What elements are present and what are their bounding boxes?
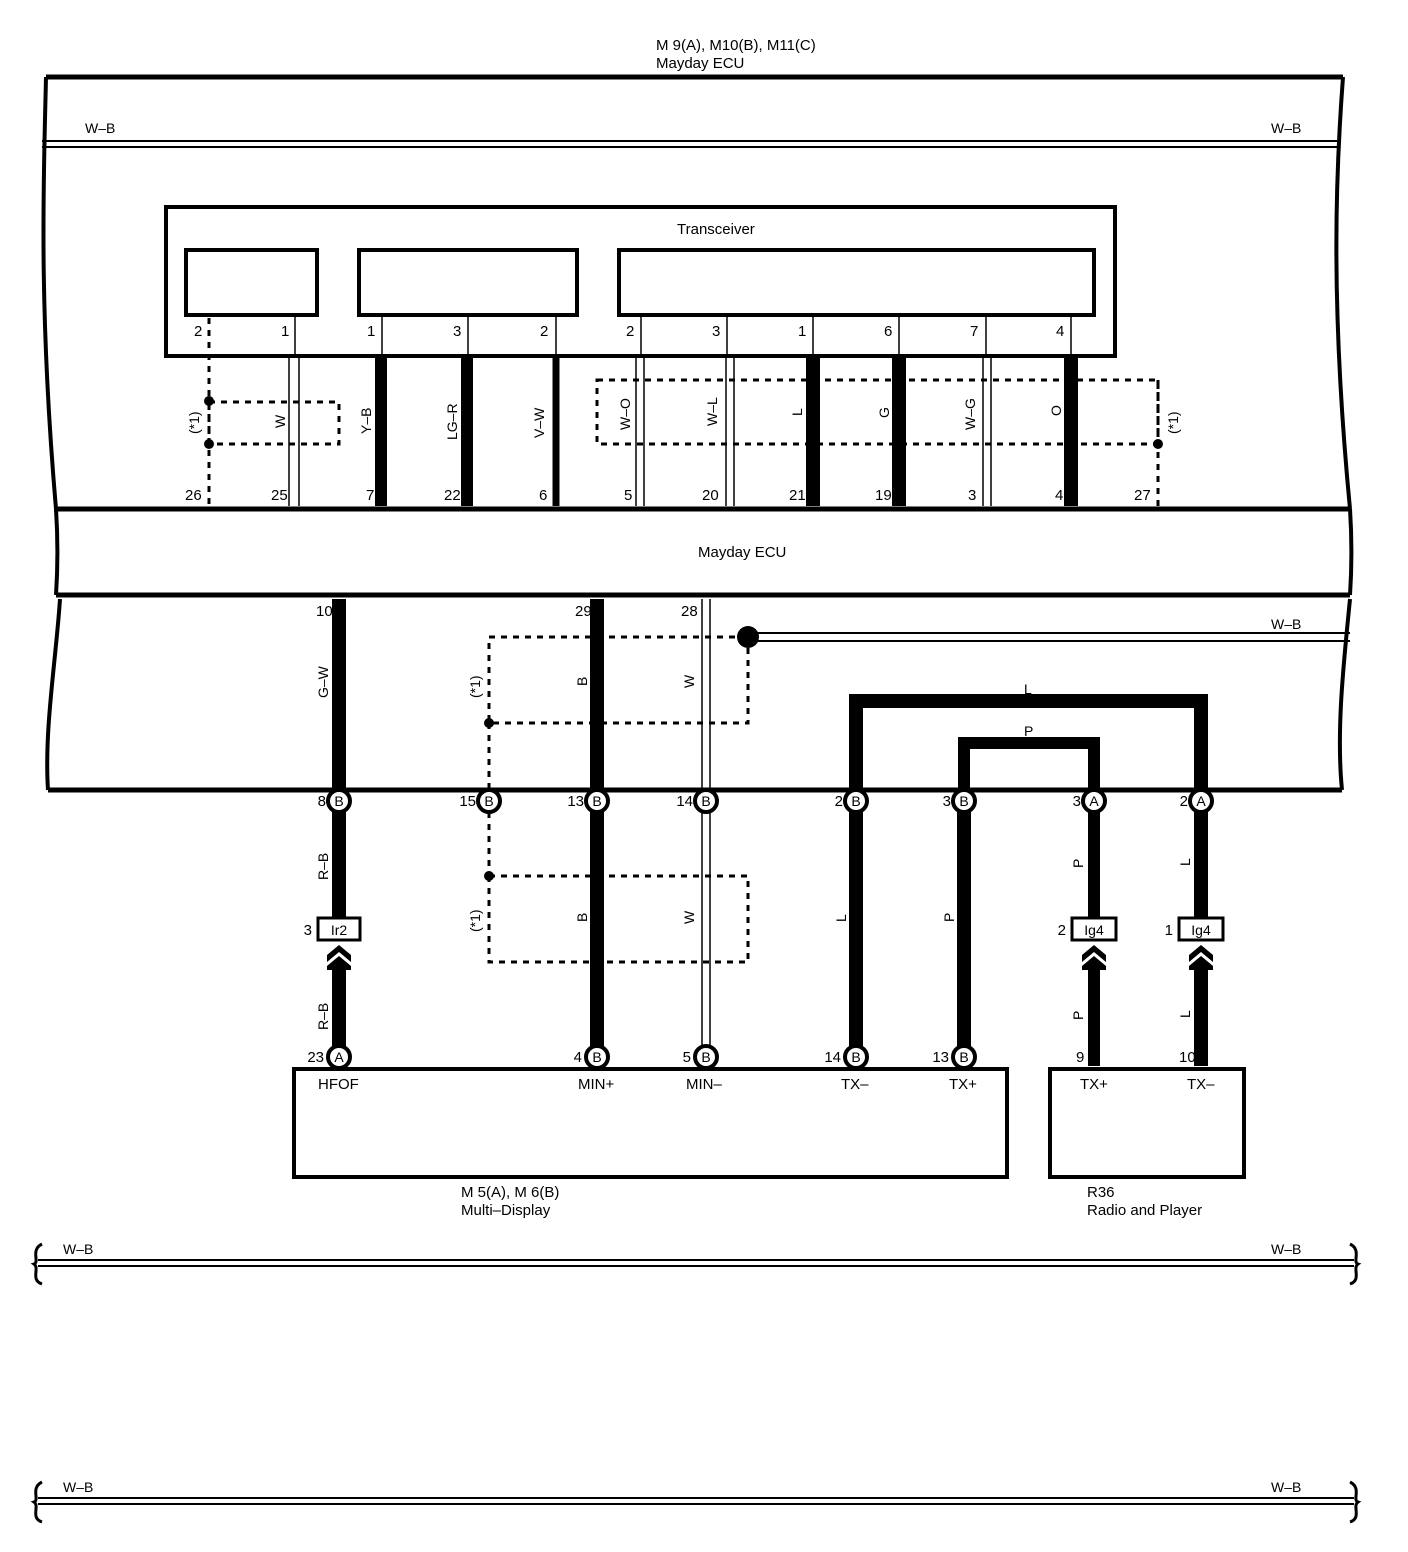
wire-color-label: L: [833, 914, 849, 922]
ground-bus-1: [34, 1244, 1358, 1284]
ecu-outline: [43, 77, 1351, 790]
wire-color-label: LG–R: [444, 403, 460, 440]
terminal-label: HFOF: [318, 1076, 359, 1093]
ground-label-middle: W–B: [1271, 616, 1302, 632]
ecu-pin: 3: [968, 487, 977, 504]
ecu-pin: 22: [444, 487, 461, 504]
wire-color-label: Y–B: [358, 407, 374, 434]
wire-color-label: W–O: [617, 398, 633, 430]
terminal-label: TX+: [949, 1076, 977, 1093]
shield-note: (*1): [467, 909, 483, 932]
transceiver-pin: 2: [626, 323, 635, 340]
wire-color-label: W–L: [704, 397, 720, 426]
ecu-pin: 26: [185, 487, 202, 504]
connector-letter: B: [484, 793, 494, 809]
shield-dots-upper: [204, 396, 1163, 449]
wire-color-label: R–B: [315, 852, 331, 880]
connector-circle: [845, 790, 867, 812]
multi-display-codes: M 5(A), M 6(B): [461, 1184, 560, 1201]
transceiver-pin: 6: [884, 323, 893, 340]
transceiver-pin: 7: [970, 323, 979, 340]
harness-wire-labels: [315, 853, 1193, 1030]
transceiver-pin: 2: [194, 323, 203, 340]
terminal-label: MIN–: [686, 1076, 722, 1093]
wire-color-label: V–W: [531, 407, 547, 438]
transceiver-pin: 4: [1056, 323, 1065, 340]
radio-pin: 9: [1076, 1049, 1085, 1066]
multi-display-name: Multi–Display: [461, 1202, 551, 1219]
junction-pin: 1: [1164, 922, 1173, 939]
ecu-connectors: [318, 790, 1212, 812]
wire-color-label: B: [574, 912, 590, 922]
transceiver-pin: 1: [281, 323, 290, 340]
connector-circle: [1190, 790, 1212, 812]
connector-pin: 14: [824, 1049, 841, 1066]
wire-color-label: L: [1024, 681, 1032, 697]
ecu-middle-label: Mayday ECU: [698, 544, 787, 561]
connector-circle: [1083, 790, 1105, 812]
wire-color-label: P: [1070, 1010, 1086, 1020]
connector-pin: 13: [567, 793, 584, 810]
transceiver-wires: [209, 318, 1158, 506]
ecu-pin: 6: [539, 487, 548, 504]
bus-label-right: W–B: [1271, 1241, 1302, 1257]
connector-letter: B: [592, 793, 602, 809]
ground-line-top: [42, 141, 1337, 147]
wire-color-label: L: [1177, 1010, 1193, 1018]
shield-box-ecu: [489, 637, 748, 790]
radio-name: Radio and Player: [1087, 1202, 1203, 1219]
wire-color-label: G: [876, 407, 892, 418]
ecu-pin: 29: [575, 603, 592, 620]
shield-note: (*1): [1165, 411, 1181, 434]
connector-circle: [586, 790, 608, 812]
shield-note: (*1): [467, 675, 483, 698]
bus-label-left: W–B: [63, 1241, 94, 1257]
ground-label-left: W–B: [85, 120, 116, 136]
ground-bus-2: [34, 1482, 1358, 1522]
connector-pin: 3: [942, 793, 951, 810]
wire-color-label: W: [681, 674, 697, 688]
radio-code: R36: [1087, 1184, 1115, 1201]
ecu-pin: 20: [702, 487, 719, 504]
bus-label-left: W–B: [63, 1479, 94, 1495]
wire-color-label: W–G: [962, 398, 978, 430]
ground-label-right: W–B: [1271, 120, 1302, 136]
connector-letter: B: [334, 793, 344, 809]
connector-letter: B: [851, 1049, 861, 1065]
connector-letter: A: [334, 1049, 344, 1065]
terminal-label: MIN+: [578, 1076, 615, 1093]
connector-circle: [953, 1046, 975, 1068]
connector-circle: [845, 1046, 867, 1068]
wire-color-label: W: [681, 910, 697, 924]
wire-color-label: L: [789, 408, 805, 416]
shield-dot: [484, 871, 494, 881]
connector-letter: B: [959, 793, 969, 809]
wire-color-label: P: [941, 912, 957, 922]
junction-name: Ig4: [1084, 922, 1104, 938]
junction-pin: 3: [303, 922, 312, 939]
connector-circle: [328, 1046, 350, 1068]
junction-name: Ig4: [1191, 922, 1211, 938]
connector-letter: B: [592, 1049, 602, 1065]
ecu-name: Mayday ECU: [656, 55, 745, 72]
ecu-pin: 21: [789, 487, 806, 504]
connector-letter: B: [701, 1049, 711, 1065]
junction-ir2: [318, 918, 360, 970]
ecu-pin: 19: [875, 487, 892, 504]
connector-letter: B: [701, 793, 711, 809]
connector-pin: 15: [459, 793, 476, 810]
junction-ig4-a: [1072, 918, 1116, 970]
terminal-label: TX–: [841, 1076, 869, 1093]
connector-pin: 8: [317, 793, 326, 810]
transceiver-pin: 1: [367, 323, 376, 340]
shield-boxes-upper: [209, 380, 1158, 444]
transceiver-pin: 3: [712, 323, 721, 340]
connector-circle: [695, 790, 717, 812]
ecu-pin: 7: [366, 487, 375, 504]
transceiver-pin: 2: [540, 323, 549, 340]
wire-color-label: O: [1048, 405, 1064, 416]
ecu-pin: 10: [316, 603, 333, 620]
connector-pin: 13: [932, 1049, 949, 1066]
junction-ig4-b: [1179, 918, 1223, 970]
shield-dot: [484, 718, 494, 728]
shield-box-lower: [489, 812, 748, 962]
connector-pin: 14: [676, 793, 693, 810]
connector-letter: B: [959, 1049, 969, 1065]
terminal-label: TX+: [1080, 1076, 1108, 1093]
connector-pin: 2: [834, 793, 843, 810]
wire-color-label: W: [272, 414, 288, 428]
radio-pin: 10: [1179, 1049, 1196, 1066]
connector-circle: [328, 790, 350, 812]
ground-splice-point: [737, 626, 759, 648]
connector-pin: 5: [682, 1049, 691, 1066]
transceiver-pin: 3: [453, 323, 462, 340]
connector-letter: B: [851, 793, 861, 809]
connector-pin: 4: [573, 1049, 582, 1066]
bus-label-right: W–B: [1271, 1479, 1302, 1495]
wire-color-label: G–W: [315, 666, 331, 698]
ecu-bottom-pins: [185, 487, 1151, 504]
shield-note: (*1): [186, 411, 202, 434]
ground-line-middle: [748, 633, 1350, 641]
transceiver-title: Transceiver: [677, 221, 755, 238]
junction-name: Ir2: [330, 922, 348, 938]
connector-circle: [695, 1046, 717, 1068]
wire-color-label: P: [1024, 723, 1034, 739]
wire-color-label: L: [1177, 858, 1193, 866]
ecu-pin: 28: [681, 603, 698, 620]
multi-display-box: [294, 1069, 1007, 1177]
connector-circle: [953, 790, 975, 812]
transceiver-wire-labels: [272, 397, 1064, 440]
ecu-pin: 27: [1134, 487, 1151, 504]
connector-pin: 2: [1179, 793, 1188, 810]
transceiver-pin: 1: [798, 323, 807, 340]
connector-pin: 23: [307, 1049, 324, 1066]
terminal-label: TX–: [1187, 1076, 1215, 1093]
connector-letter: A: [1089, 793, 1099, 809]
connector-circle: [586, 1046, 608, 1068]
junction-pin: 2: [1057, 922, 1066, 939]
ecu-pin: 25: [271, 487, 288, 504]
wire-color-label: B: [574, 676, 590, 686]
ecu-pin: 5: [624, 487, 633, 504]
junction-connectors: [304, 918, 1223, 970]
connector-pin: 3: [1072, 793, 1081, 810]
wire-color-label: R–B: [315, 1002, 331, 1030]
ecu-codes: M 9(A), M10(B), M11(C): [656, 37, 816, 54]
connector-circle: [478, 790, 500, 812]
connector-letter: A: [1196, 793, 1206, 809]
ecu-pin: 4: [1055, 487, 1064, 504]
transceiver-pins: [194, 323, 1064, 340]
wire-color-label: P: [1070, 858, 1086, 868]
